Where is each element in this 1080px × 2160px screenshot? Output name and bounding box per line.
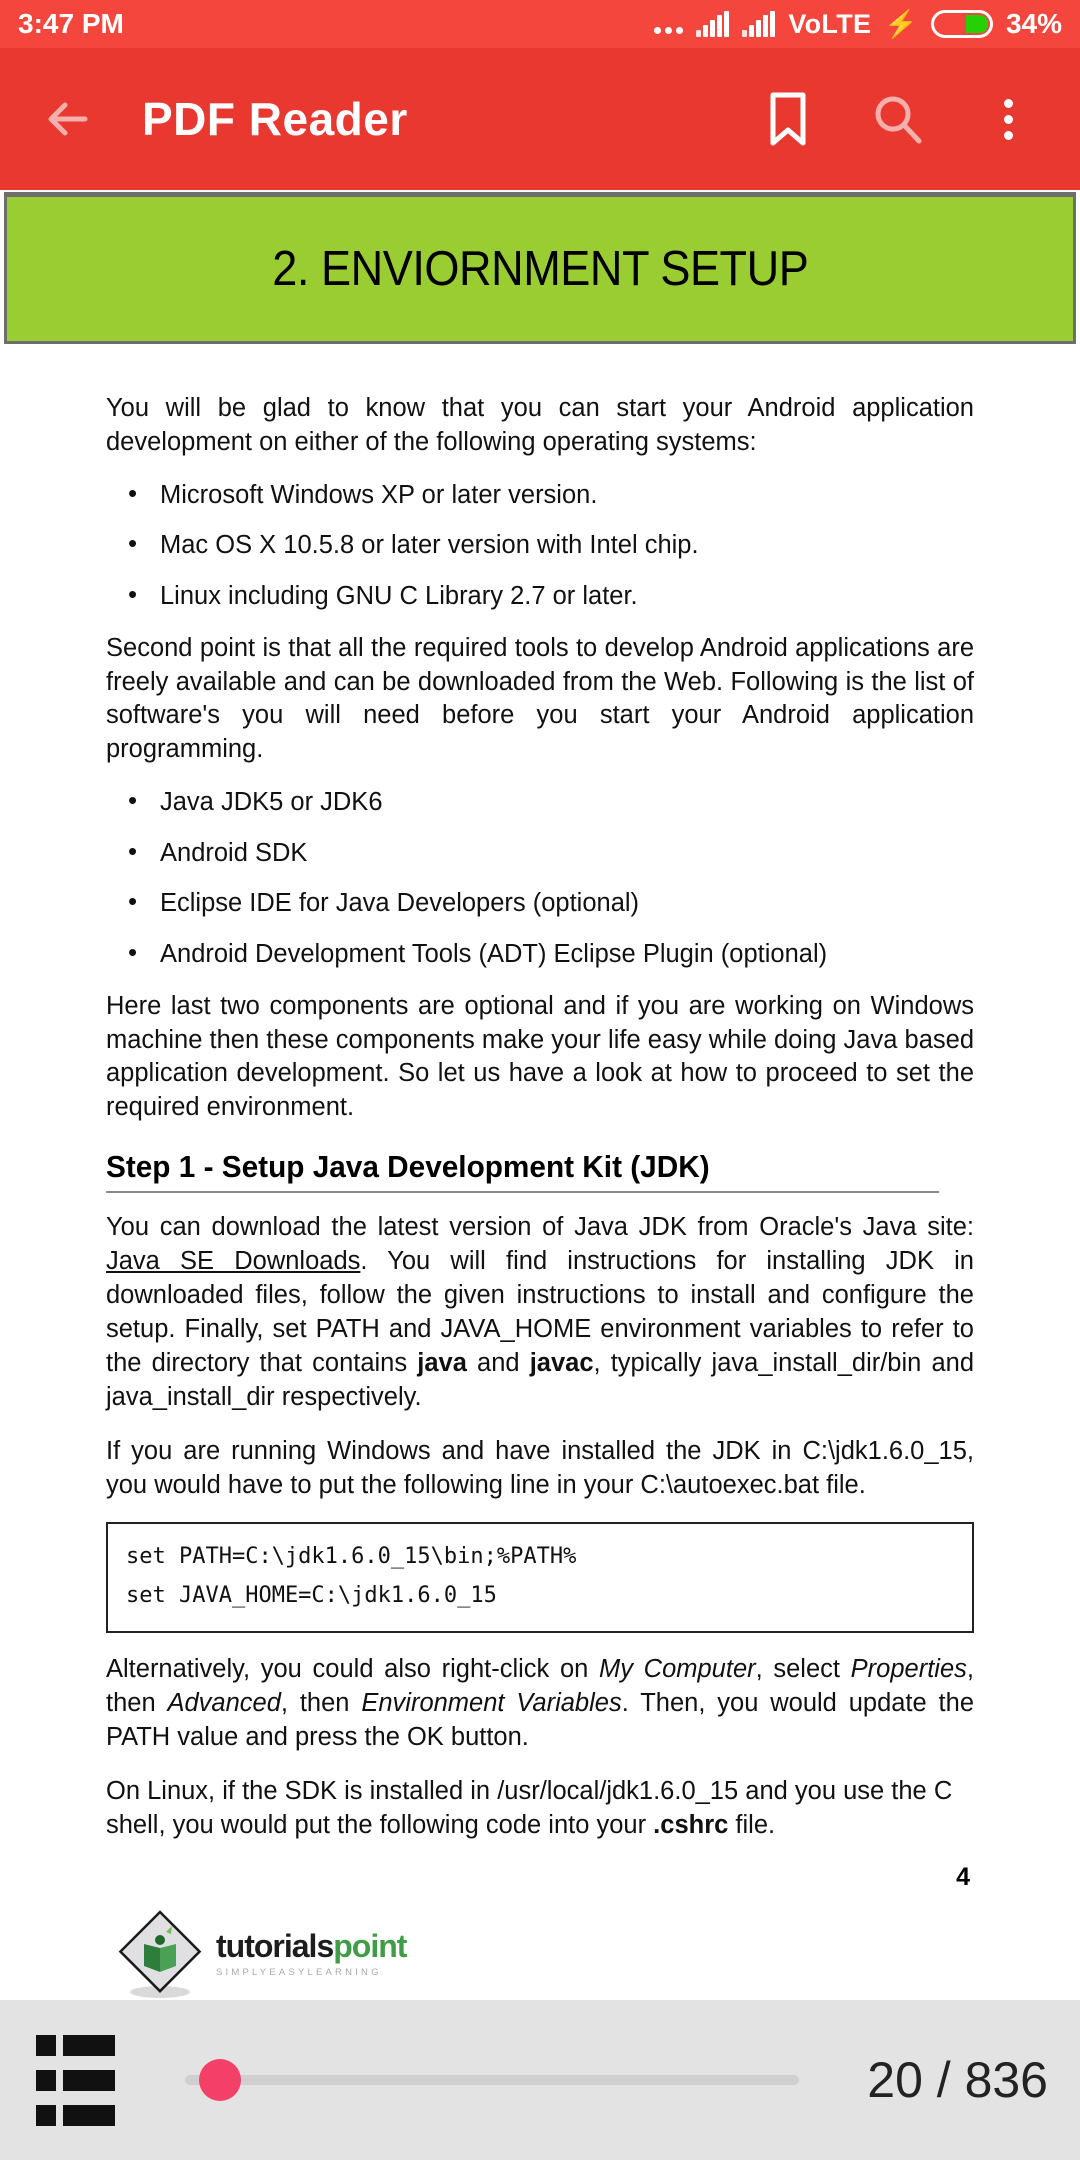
jdk-text-part1: You can download the latest version of Java JDK from Oracle's Java site:: [106, 1213, 974, 1242]
windows-paragraph: If you are running Windows and have installed the JDK in C:\jdk1.6.0_15, you would have to put the following line in your C:\autoexec.bat file.: [106, 1436, 974, 1499]
list-item: • Android Development Tools (ADT) Eclipse Plugin (optional): [106, 939, 974, 970]
linux-part2: file.: [728, 1811, 776, 1840]
back-arrow-icon[interactable]: [38, 88, 100, 150]
page-counter: 20 / 836: [867, 2052, 1048, 2108]
list-item: • Android SDK: [106, 838, 974, 869]
my-computer-italic: My Computer: [599, 1655, 756, 1684]
intro-paragraph: You will be glad to know that you can start your Android application development on either of the following operating systems:: [106, 394, 974, 456]
os-list: [106, 480, 974, 612]
environment-variables-italic: Environment Variables: [361, 1689, 622, 1718]
app-bar-actions: [762, 91, 1042, 147]
chapter-banner: [4, 192, 1076, 344]
document-page-number: 4: [956, 1863, 970, 1891]
signal-bars-icon-1: [696, 11, 729, 37]
jdk-text-part3: and: [466, 1348, 530, 1377]
app-bar: [0, 48, 1080, 190]
cshrc-bold: .cshrc: [653, 1811, 729, 1840]
list-item: • Java JDK5 or JDK6: [106, 787, 974, 818]
logo-tagline: SIMPLYEASYLEARNING: [216, 1967, 382, 1978]
alt-part4: , then: [280, 1689, 362, 1718]
pdf-page[interactable]: [0, 190, 1080, 2000]
status-icons: [654, 8, 1062, 40]
more-dots-icon: [654, 10, 683, 38]
list-item: • Eclipse IDE for Java Developers (optional): [106, 888, 974, 919]
slider-thumb[interactable]: [199, 2059, 241, 2101]
alternatively-paragraph: [106, 1653, 974, 1755]
second-paragraph: Second point is that all the required tools to develop Android applications are freely available and can be downloaded from the Web. Following is the list of software's you will need before you start your Android application programming.: [106, 633, 974, 764]
alt-part5: . Then, you would update the PATH value and press the OK button.: [106, 1689, 975, 1752]
table-of-contents-icon[interactable]: [36, 2035, 115, 2126]
jdk-paragraph: [106, 1211, 974, 1414]
third-paragraph: Here last two components are optional and if you are working on Windows machine then these components make your life easy while doing Java based application development. So let us have a look at how to proceed to set the required environment.: [106, 991, 974, 1122]
charging-bolt-icon: ⚡: [884, 8, 918, 39]
jdk-text-part4: , typically java_install_dir/bin and java_install_dir respectively.: [106, 1348, 975, 1411]
logo-word-point: point: [333, 1928, 407, 1964]
list-item: • Mac OS X 10.5.8 or later version with Intel chip.: [106, 530, 974, 561]
document-body: [0, 344, 1080, 2000]
overflow-menu-icon[interactable]: [982, 91, 1034, 147]
jdk-text-part2: . You will find instructions for installing JDK in downloaded files, follow the given instructions to install and configure the setup. Finally, set PATH and JAVA_HOME environment variables to refer to the directory that contains: [106, 1247, 974, 1377]
alt-part2: , select: [755, 1655, 851, 1684]
code-line: set PATH=C:\jdk1.6.0_15\bin;%PATH%: [126, 1544, 577, 1570]
volte-label: VoLTE: [788, 8, 872, 39]
logo-wordmark: [216, 1930, 406, 1978]
battery-icon: [931, 10, 993, 38]
battery-percent: 34%: [1005, 8, 1062, 39]
page-title: PDF Reader: [142, 93, 408, 145]
chapter-title: 2. ENVIORNMENT SETUP: [271, 242, 809, 296]
tutorialspoint-logo: [106, 1908, 974, 2000]
code-line: set JAVA_HOME=C:\jdk1.6.0_15: [126, 1582, 497, 1608]
step-heading: Step 1 - Setup Java Development Kit (JDK): [106, 1149, 939, 1193]
slider-track[interactable]: [185, 2075, 799, 2085]
page-slider[interactable]: [185, 2050, 819, 2110]
signal-bars-icon-2: [742, 11, 775, 37]
linux-part1: On Linux, if the SDK is installed in /usr/local/jdk1.6.0_15 and you use the C shell, you would put the following code into your: [106, 1777, 953, 1840]
software-list: [106, 787, 974, 969]
logo-diamond-icon: [114, 1908, 206, 2000]
bookmark-icon[interactable]: [762, 91, 814, 147]
bottom-toolbar: [0, 2000, 1080, 2160]
code-block: [106, 1522, 974, 1633]
list-item: • Microsoft Windows XP or later version.: [106, 480, 974, 511]
logo-word-tutorials: tutorials: [216, 1928, 334, 1964]
advanced-italic: Advanced: [167, 1689, 281, 1718]
alt-part1: Alternatively, you could also right-click on: [106, 1655, 599, 1684]
properties-italic: Properties: [850, 1655, 967, 1684]
status-time: 3:47 PM: [18, 8, 124, 39]
linux-paragraph: [106, 1775, 974, 1843]
java-se-downloads-link[interactable]: Java SE Downloads: [106, 1247, 361, 1276]
search-icon[interactable]: [872, 91, 924, 147]
status-bar: [0, 0, 1080, 48]
alt-part3: , then: [106, 1655, 974, 1718]
list-item: • Linux including GNU C Library 2.7 or later.: [106, 581, 974, 612]
java-bold: java: [417, 1348, 467, 1377]
javac-bold: javac: [529, 1348, 594, 1377]
